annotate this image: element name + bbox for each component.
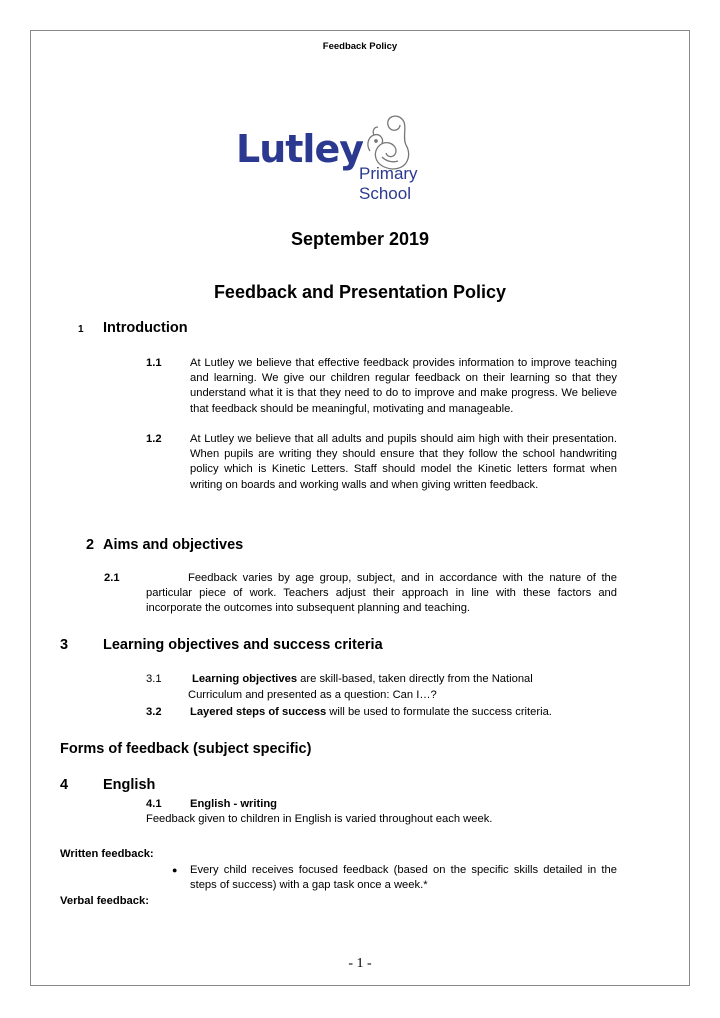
para-1-1: At Lutley we believe that effective feedback provides information to improve teaching and learning. We give our children regular feedback on their learning so that they understand what it is that they need to do to improve and make progress. We believe that feedback should be meaningful, motivating and manageable. <box>190 357 617 415</box>
para-1-2: At Lutley we believe that all adults and pupils should aim high with their presentation. When pupils are writing they should ensure that they follow the school handwriting policy which is Kinetic Letters. Staff should model the Kinetic letters format when writing on boards and working walls and when giving written feedback. <box>190 433 617 491</box>
date-heading: September 2019 <box>290 229 430 249</box>
para-3-2-number: 3.2 <box>146 706 162 718</box>
page-number: - 1 - <box>348 956 372 971</box>
section-3-heading: Learning objectives and success criteria <box>103 637 383 653</box>
written-feedback-label: Written feedback: <box>60 848 154 860</box>
logo-name: Lutley <box>236 127 363 171</box>
para-1-1-number: 1.1 <box>146 357 162 369</box>
para-3-2-text: will be used to formulate the success criteria. <box>326 706 552 718</box>
steps-of-success-term: Layered steps of success <box>190 706 327 718</box>
verbal-feedback-label: Verbal feedback: <box>60 895 149 907</box>
section-2-number: 2 <box>86 537 95 553</box>
para-4-1-heading: English - writing <box>190 798 278 810</box>
school-logo <box>236 111 466 203</box>
para-3-2 <box>190 705 552 720</box>
para-4-1: Feedback given to children in English is varied throughout each week. <box>146 813 493 825</box>
page-title: Feedback and Presentation Policy <box>213 282 507 302</box>
written-feedback-bullet: Every child receives focused feedback (based on the specific skills detailed in the steps of success) with a gap task once a week.* <box>190 864 617 892</box>
section-4-heading: English <box>103 777 156 793</box>
bullet-icon: ● <box>172 865 178 875</box>
para-2-1-number: 2.1 <box>104 572 120 584</box>
section-1-heading: Introduction <box>103 320 188 336</box>
section-2-heading: Aims and objectives <box>103 537 244 553</box>
para-2-1 <box>104 571 617 617</box>
logo-subtitle: Primary School <box>359 164 418 203</box>
para-4-1-number: 4.1 <box>146 798 162 810</box>
learning-objectives-term: Learning objectives <box>192 673 298 685</box>
section-4-number: 4 <box>60 777 69 793</box>
para-3-1 <box>192 672 533 687</box>
section-3-number: 3 <box>60 637 69 653</box>
para-3-1-line2: Curriculum and presented as a question: Can I…? <box>188 689 437 701</box>
para-3-1-text: are skill-based, taken directly from the National <box>297 673 533 685</box>
para-3-1-number: 3.1 <box>146 673 162 685</box>
para-1-2-number: 1.2 <box>146 433 162 445</box>
forms-heading: Forms of feedback (subject specific) <box>60 741 312 757</box>
page-header: Feedback Policy <box>322 41 398 52</box>
para-2-1-text: Feedback varies by age group, subject, and in accordance with the nature of the particular piece of work. Teachers adjust their approach in line with these factors and incorporate the outcomes into subsequent planning and teaching. <box>146 572 617 615</box>
section-1-number: 1 <box>78 324 84 335</box>
